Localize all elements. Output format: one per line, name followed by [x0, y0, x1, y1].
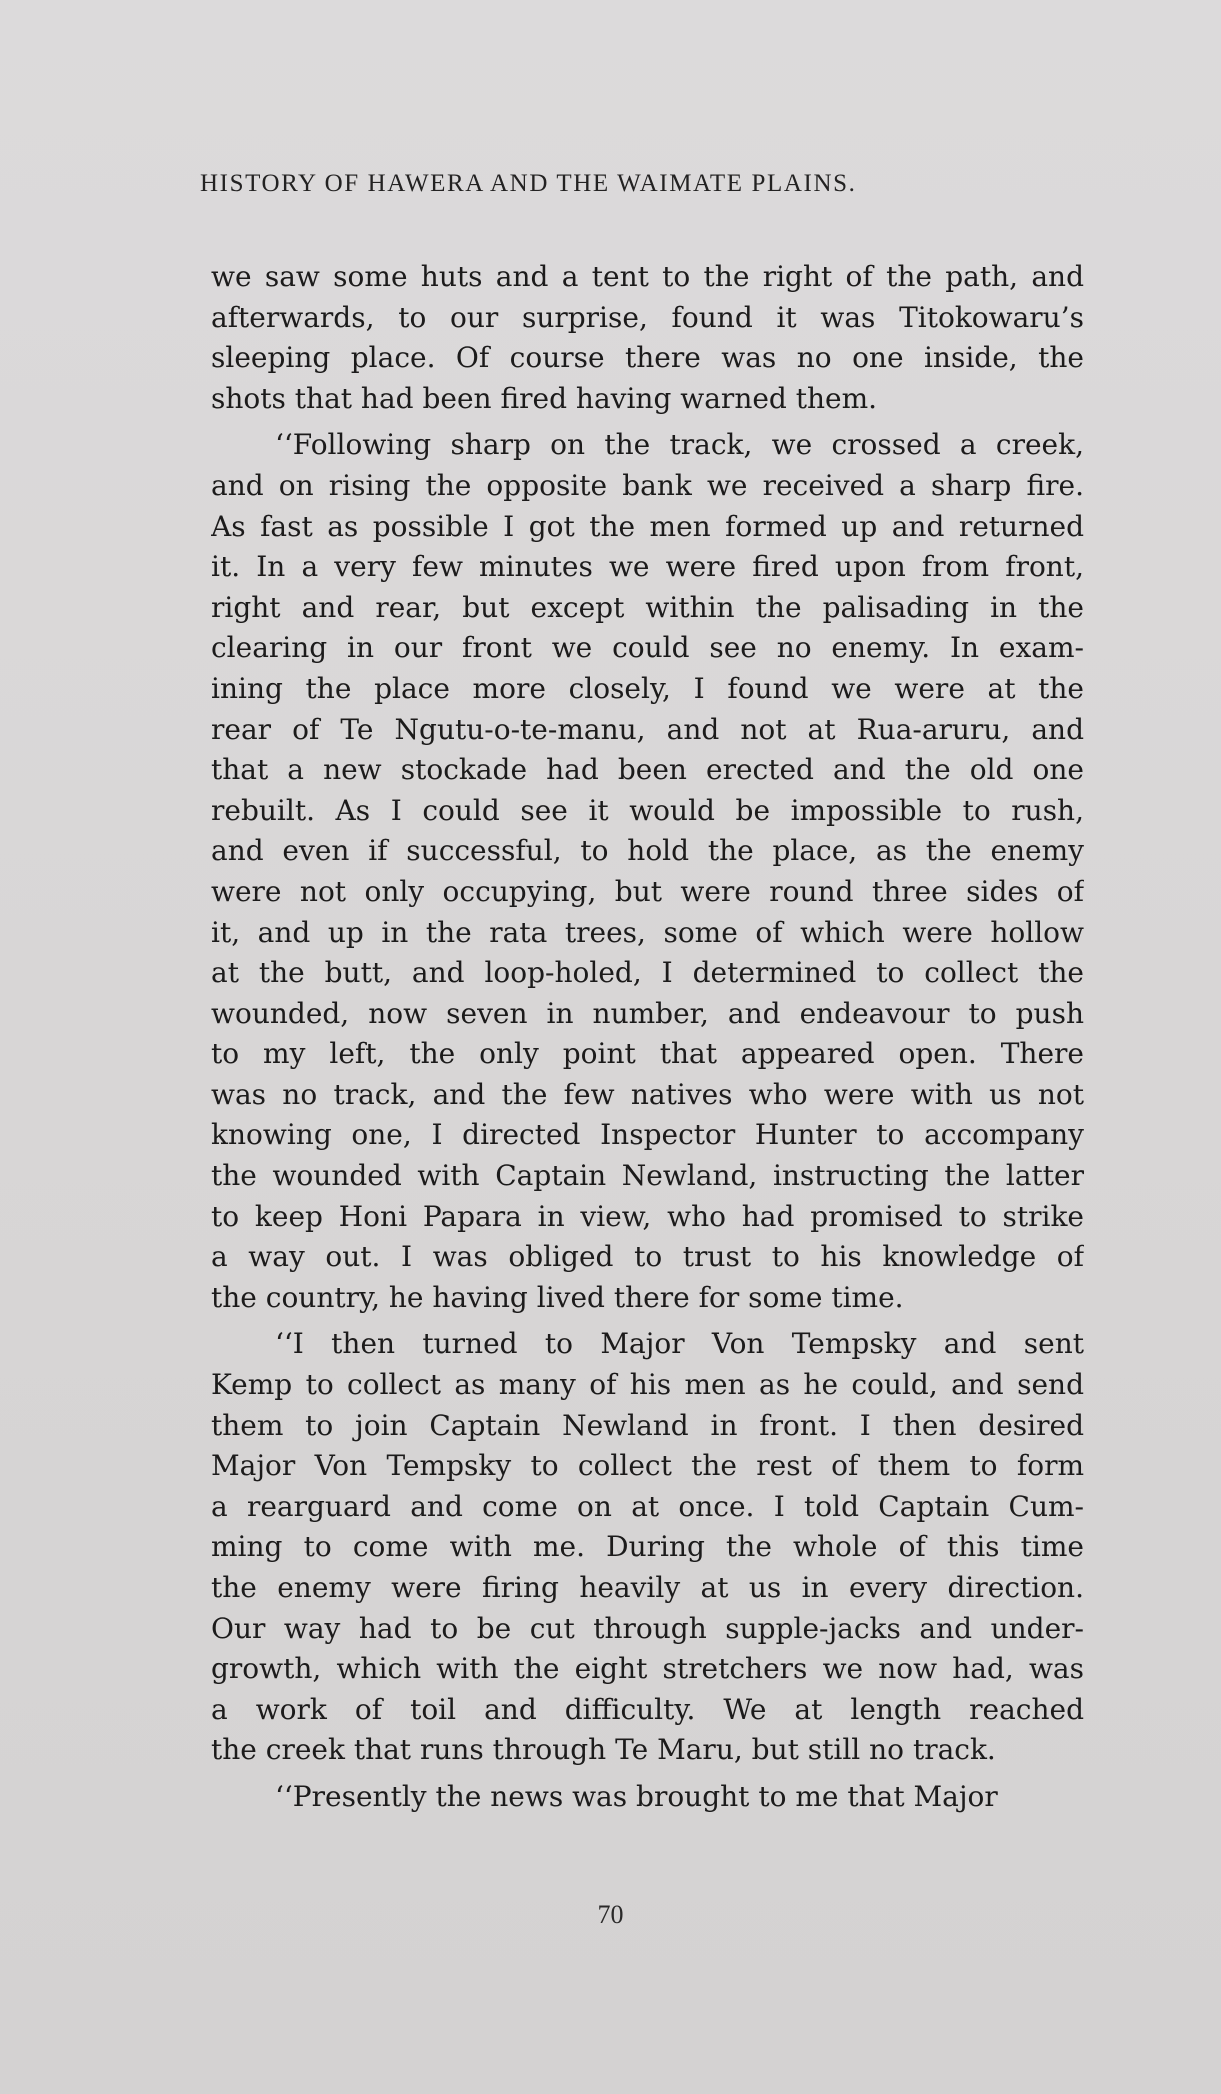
text-line: and even if successful, to hold the place, as the enemy [211, 834, 1084, 868]
text-line: shots that had been fired having warned them. [211, 381, 878, 415]
text-line: a rearguard and come on at once. I told Captain Cum- [211, 1489, 1084, 1523]
text-line: the creek that runs through Te Maru, but still no track. [211, 1733, 996, 1767]
body-text [211, 257, 1084, 1818]
text-line: knowing one, I directed Inspector Hunter to accompany [211, 1118, 1084, 1152]
text-line: growth, which with the eight stretchers we now had, was [211, 1652, 1084, 1686]
paragraph [211, 1777, 1084, 1818]
text-line: were not only occupying, but were round three sides of [211, 874, 1084, 908]
running-head: HISTORY OF HAWERA AND THE WAIMATE PLAINS. [200, 170, 857, 197]
text-line: it, and up in the rata trees, some of which were hollow [211, 915, 1084, 949]
text-line: afterwards, to our surprise, found it was Titokowaru’s [211, 300, 1084, 334]
text-line: was no track, and the few natives who were with us not [211, 1077, 1084, 1111]
text-line: a work of toil and difficulty. We at length reached [211, 1692, 1084, 1726]
text-line: clearing in our front we could see no enemy. In exam- [211, 631, 1084, 665]
text-line: ‘‘Presently the news was brought to me that Major [275, 1779, 998, 1813]
text-line: we saw some huts and a tent to the right of the path, and [211, 260, 1084, 293]
text-line: Major Von Tempsky to collect the rest of them to form [211, 1449, 1084, 1483]
paragraph [211, 257, 1084, 419]
page-number: 70 [597, 1900, 624, 1929]
text-line: ‘‘I then turned to Major Von Tempsky and sent [275, 1327, 1084, 1361]
text-line: a way out. I was obliged to trust to his knowledge of [211, 1240, 1084, 1274]
text-line: and on rising the opposite bank we received a sharp fire. [211, 468, 1084, 502]
text-line: rear of Te Ngutu-o-te-manu, and not at Rua-aruru, and [211, 712, 1084, 746]
text-line: ming to come with me. During the whole of this time [211, 1530, 1084, 1564]
text-line: it. In a very few minutes we were fired upon from front, [211, 550, 1084, 584]
text-line: As fast as possible I got the men formed up and returned [211, 509, 1084, 543]
paragraph [211, 425, 1084, 1318]
text-line: rebuilt. As I could see it would be impossible to rush, [211, 793, 1084, 827]
text-line: Kemp to collect as many of his men as he could, and send [211, 1368, 1084, 1402]
text-line: Our way had to be cut through supple-jacks and under- [211, 1611, 1084, 1645]
text-line: ining the place more closely, I found we were at the [211, 671, 1084, 705]
text-line: that a new stockade had been erected and the old one [211, 753, 1084, 787]
text-line: ‘‘Following sharp on the track, we crossed a creek, [275, 428, 1084, 462]
text-line: the country, he having lived there for some time. [211, 1280, 904, 1314]
text-line: at the butt, and loop-holed, I determined to collect the [211, 956, 1084, 990]
text-line: sleeping place. Of course there was no one inside, the [211, 341, 1084, 375]
text-line: to keep Honi Papara in view, who had promised to strike [211, 1199, 1084, 1233]
paragraph [211, 1324, 1084, 1771]
text-line: them to join Captain Newland in front. I then desired [211, 1408, 1084, 1442]
text-line: right and rear, but except within the palisading in the [211, 590, 1084, 624]
text-line: the enemy were firing heavily at us in every direction. [211, 1571, 1084, 1604]
text-line: to my left, the only point that appeared open. There [211, 1037, 1084, 1071]
text-line: the wounded with Captain Newland, instructing the latter [211, 1159, 1084, 1193]
text-line: wounded, now seven in number, and endeavour to push [211, 996, 1084, 1030]
